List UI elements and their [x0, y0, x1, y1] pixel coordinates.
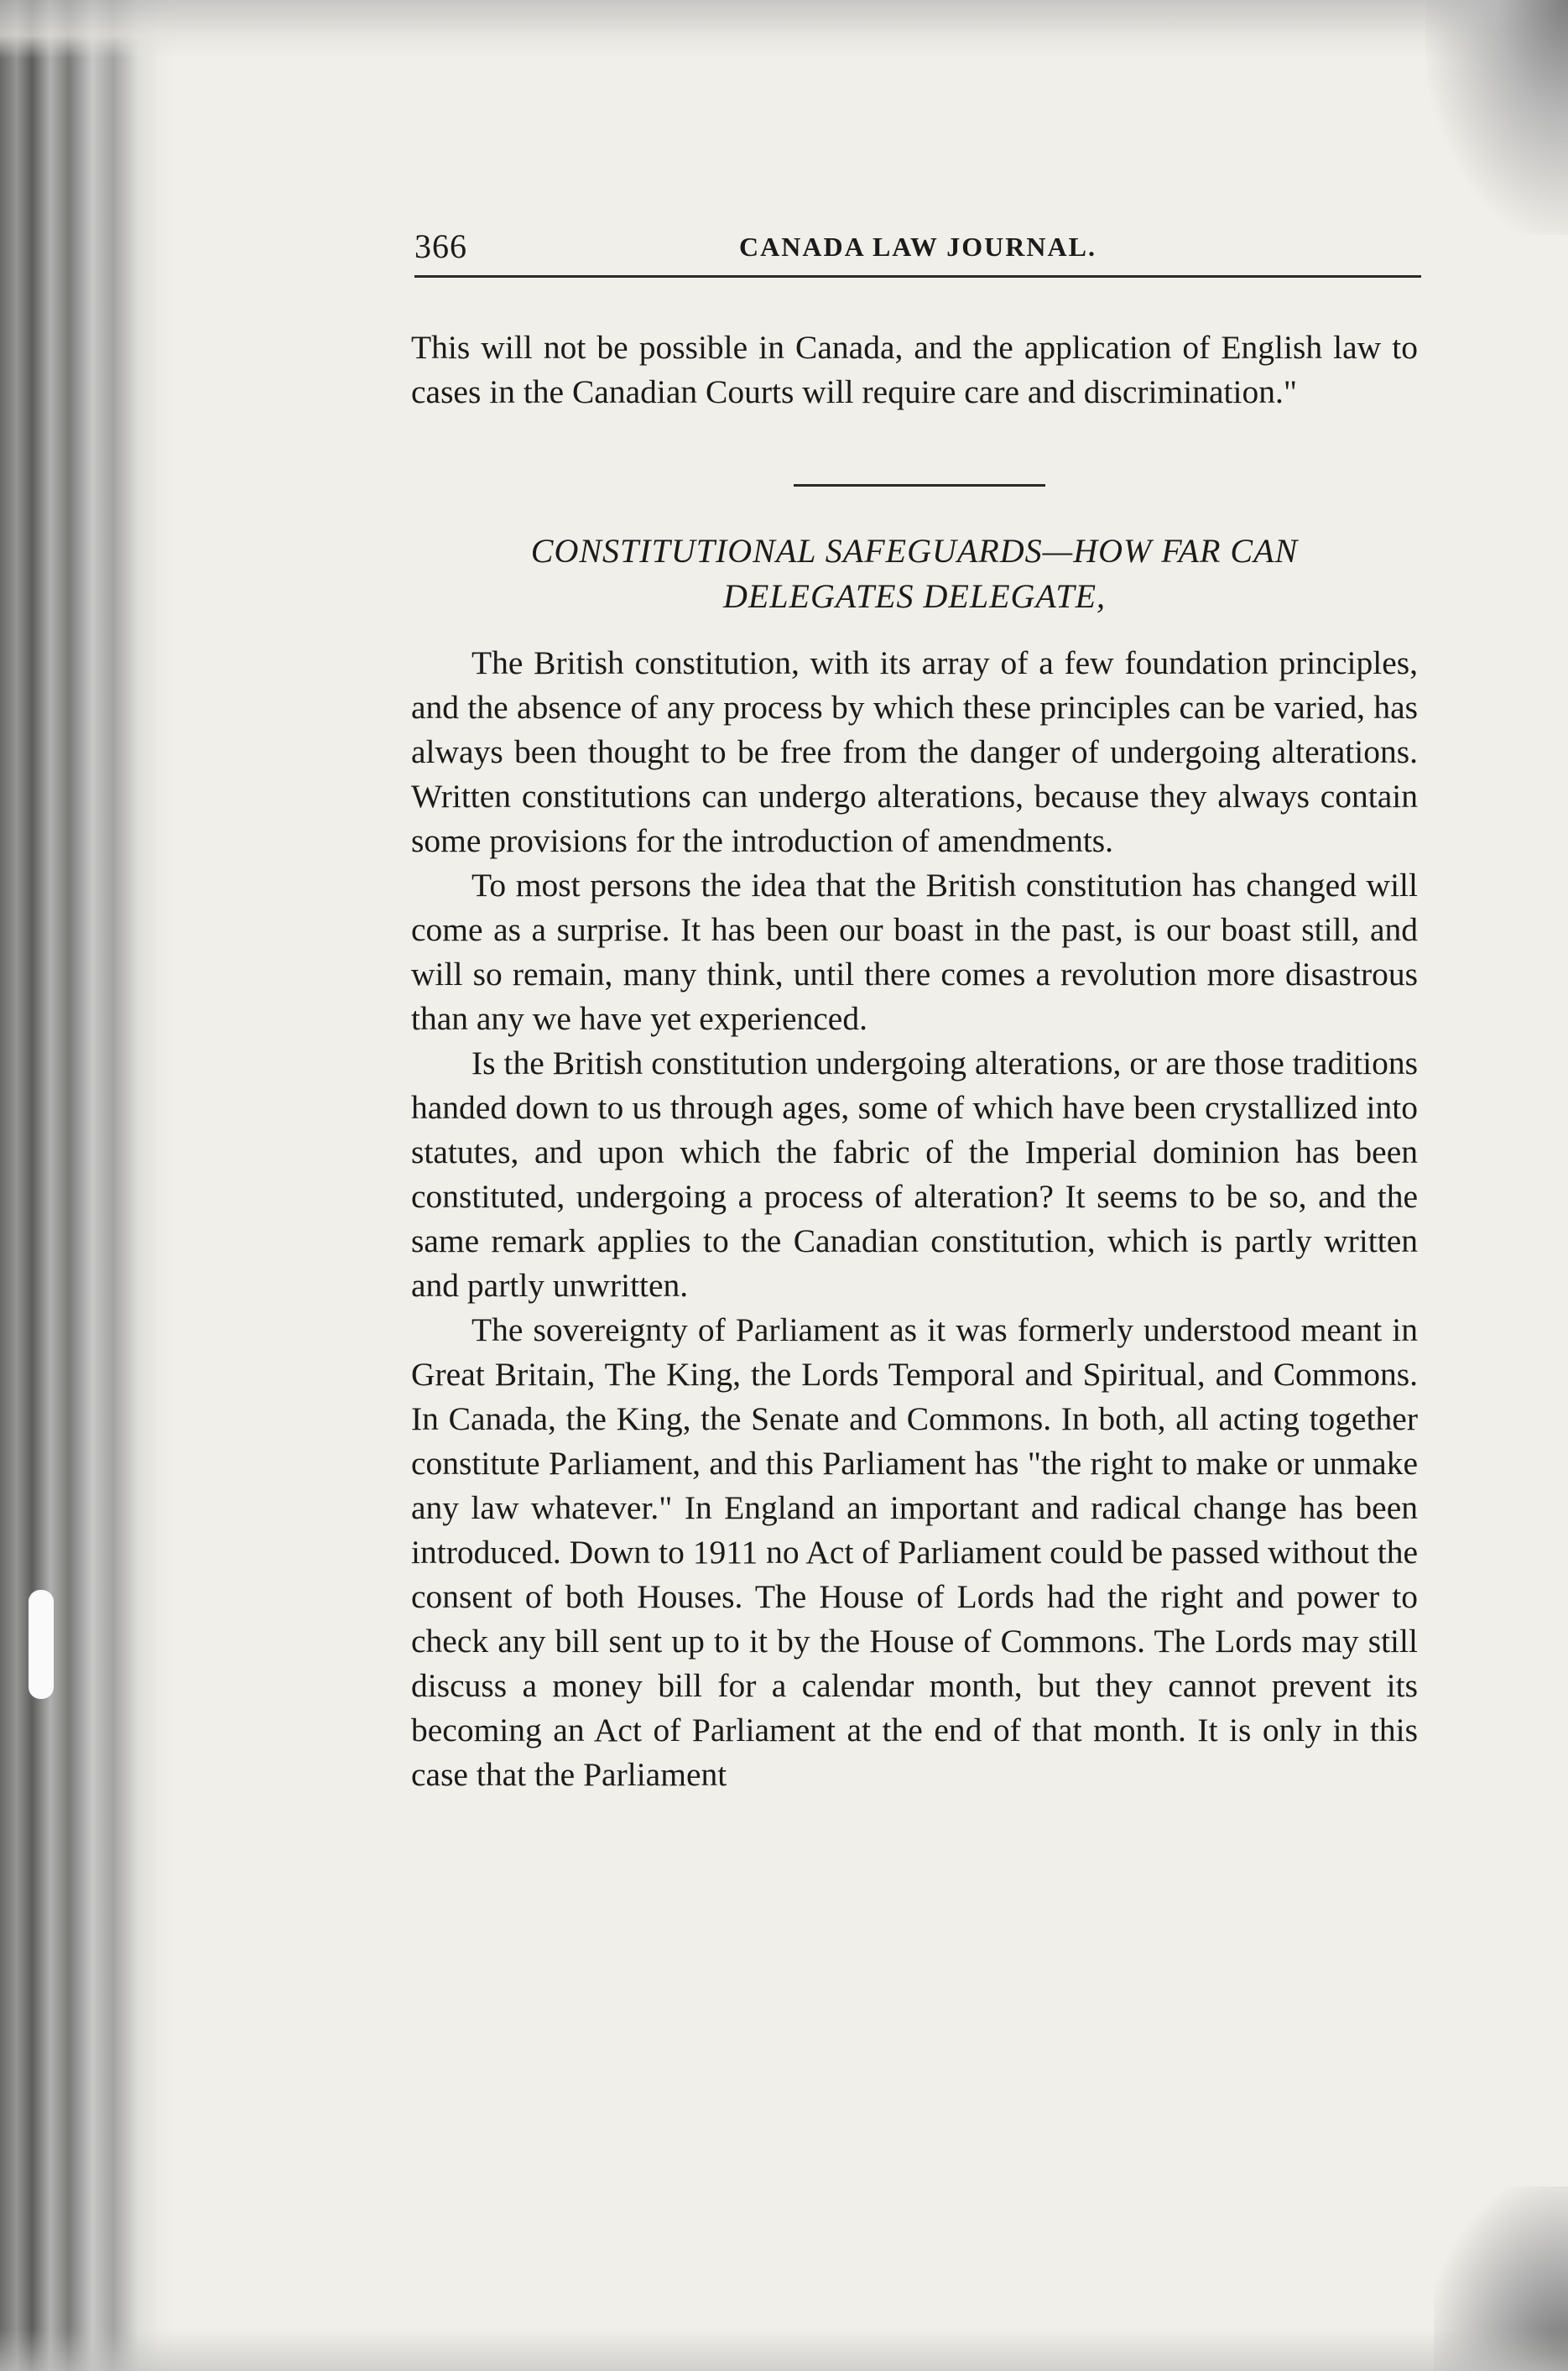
section-divider-rule	[794, 484, 1045, 487]
scan-bottom-edge	[0, 2329, 1568, 2371]
article-paragraph: The sovereignty of Parliament as it was formerly understood meant in Great Britain, The King, the Lords Temporal and Spiritual, and Commons. In Canada, the King, the Senate and Commons. In both, all acting together constitute Parliament, and this Parliament has "the right to make or unmake any law whatever." In England an important and radical change has been introduced. Down to 1911 no Act of Parliament could be passed without the consent of both Houses. The House of Lords had the right and power to check any bill sent up to it by the House of Commons. The Lords may still discuss a money bill for a calendar month, but they cannot prevent its becoming an Act of Parliament at the end of that month. It is only in this case that the Parliament	[411, 1311, 1418, 1793]
scan-top-edge	[0, 0, 1568, 59]
carry-over-paragraph-block	[411, 326, 1418, 414]
scan-top-right-corner	[1425, 0, 1568, 235]
carry-over-paragraph: This will not be possible in Canada, and the application of English law to cases in the Canadian Courts will require care and discrimination."	[411, 329, 1418, 410]
scan-binding-notch	[29, 1590, 54, 1699]
scan-binding-shadow	[0, 0, 176, 2371]
article-title-line-1: CONSTITUTIONAL SAFEGUARDS—HOW FAR CAN	[530, 532, 1299, 570]
article-title	[411, 529, 1418, 619]
article-paragraph: The British constitution, with its array of a few foundation principles, and the absence of any process by which these principles can be varied, has always been thought to be free from the danger of undergoing alterations. Written constitutions can undergo alterations, because they always contain some provisions for the introduction of amendments.	[411, 644, 1418, 859]
journal-title: CANADA LAW JOURNAL.	[739, 232, 1097, 262]
article-paragraph: To most persons the idea that the British constitution has changed will come as a surprise. It has been our boast in the past, is our boast still, and will so remain, many think, until there comes a revolution more disastrous than any we have yet experienced.	[411, 867, 1418, 1037]
page-number: 366	[414, 227, 467, 265]
article-paragraph: Is the British constitution undergoing alterations, or are those traditions handed down to us through ages, some of which have been crystallized into statutes, and upon which the fabric of the Imperial dominion has been constituted, undergoing a process of alteration? It seems to be so, and the same remark applies to the Canadian constitution, which is partly written and partly unwritten.	[411, 1045, 1418, 1304]
article-title-line-2: DELEGATES DELEGATE,	[722, 577, 1107, 615]
article-body	[411, 641, 1418, 1797]
running-header	[414, 220, 1421, 278]
